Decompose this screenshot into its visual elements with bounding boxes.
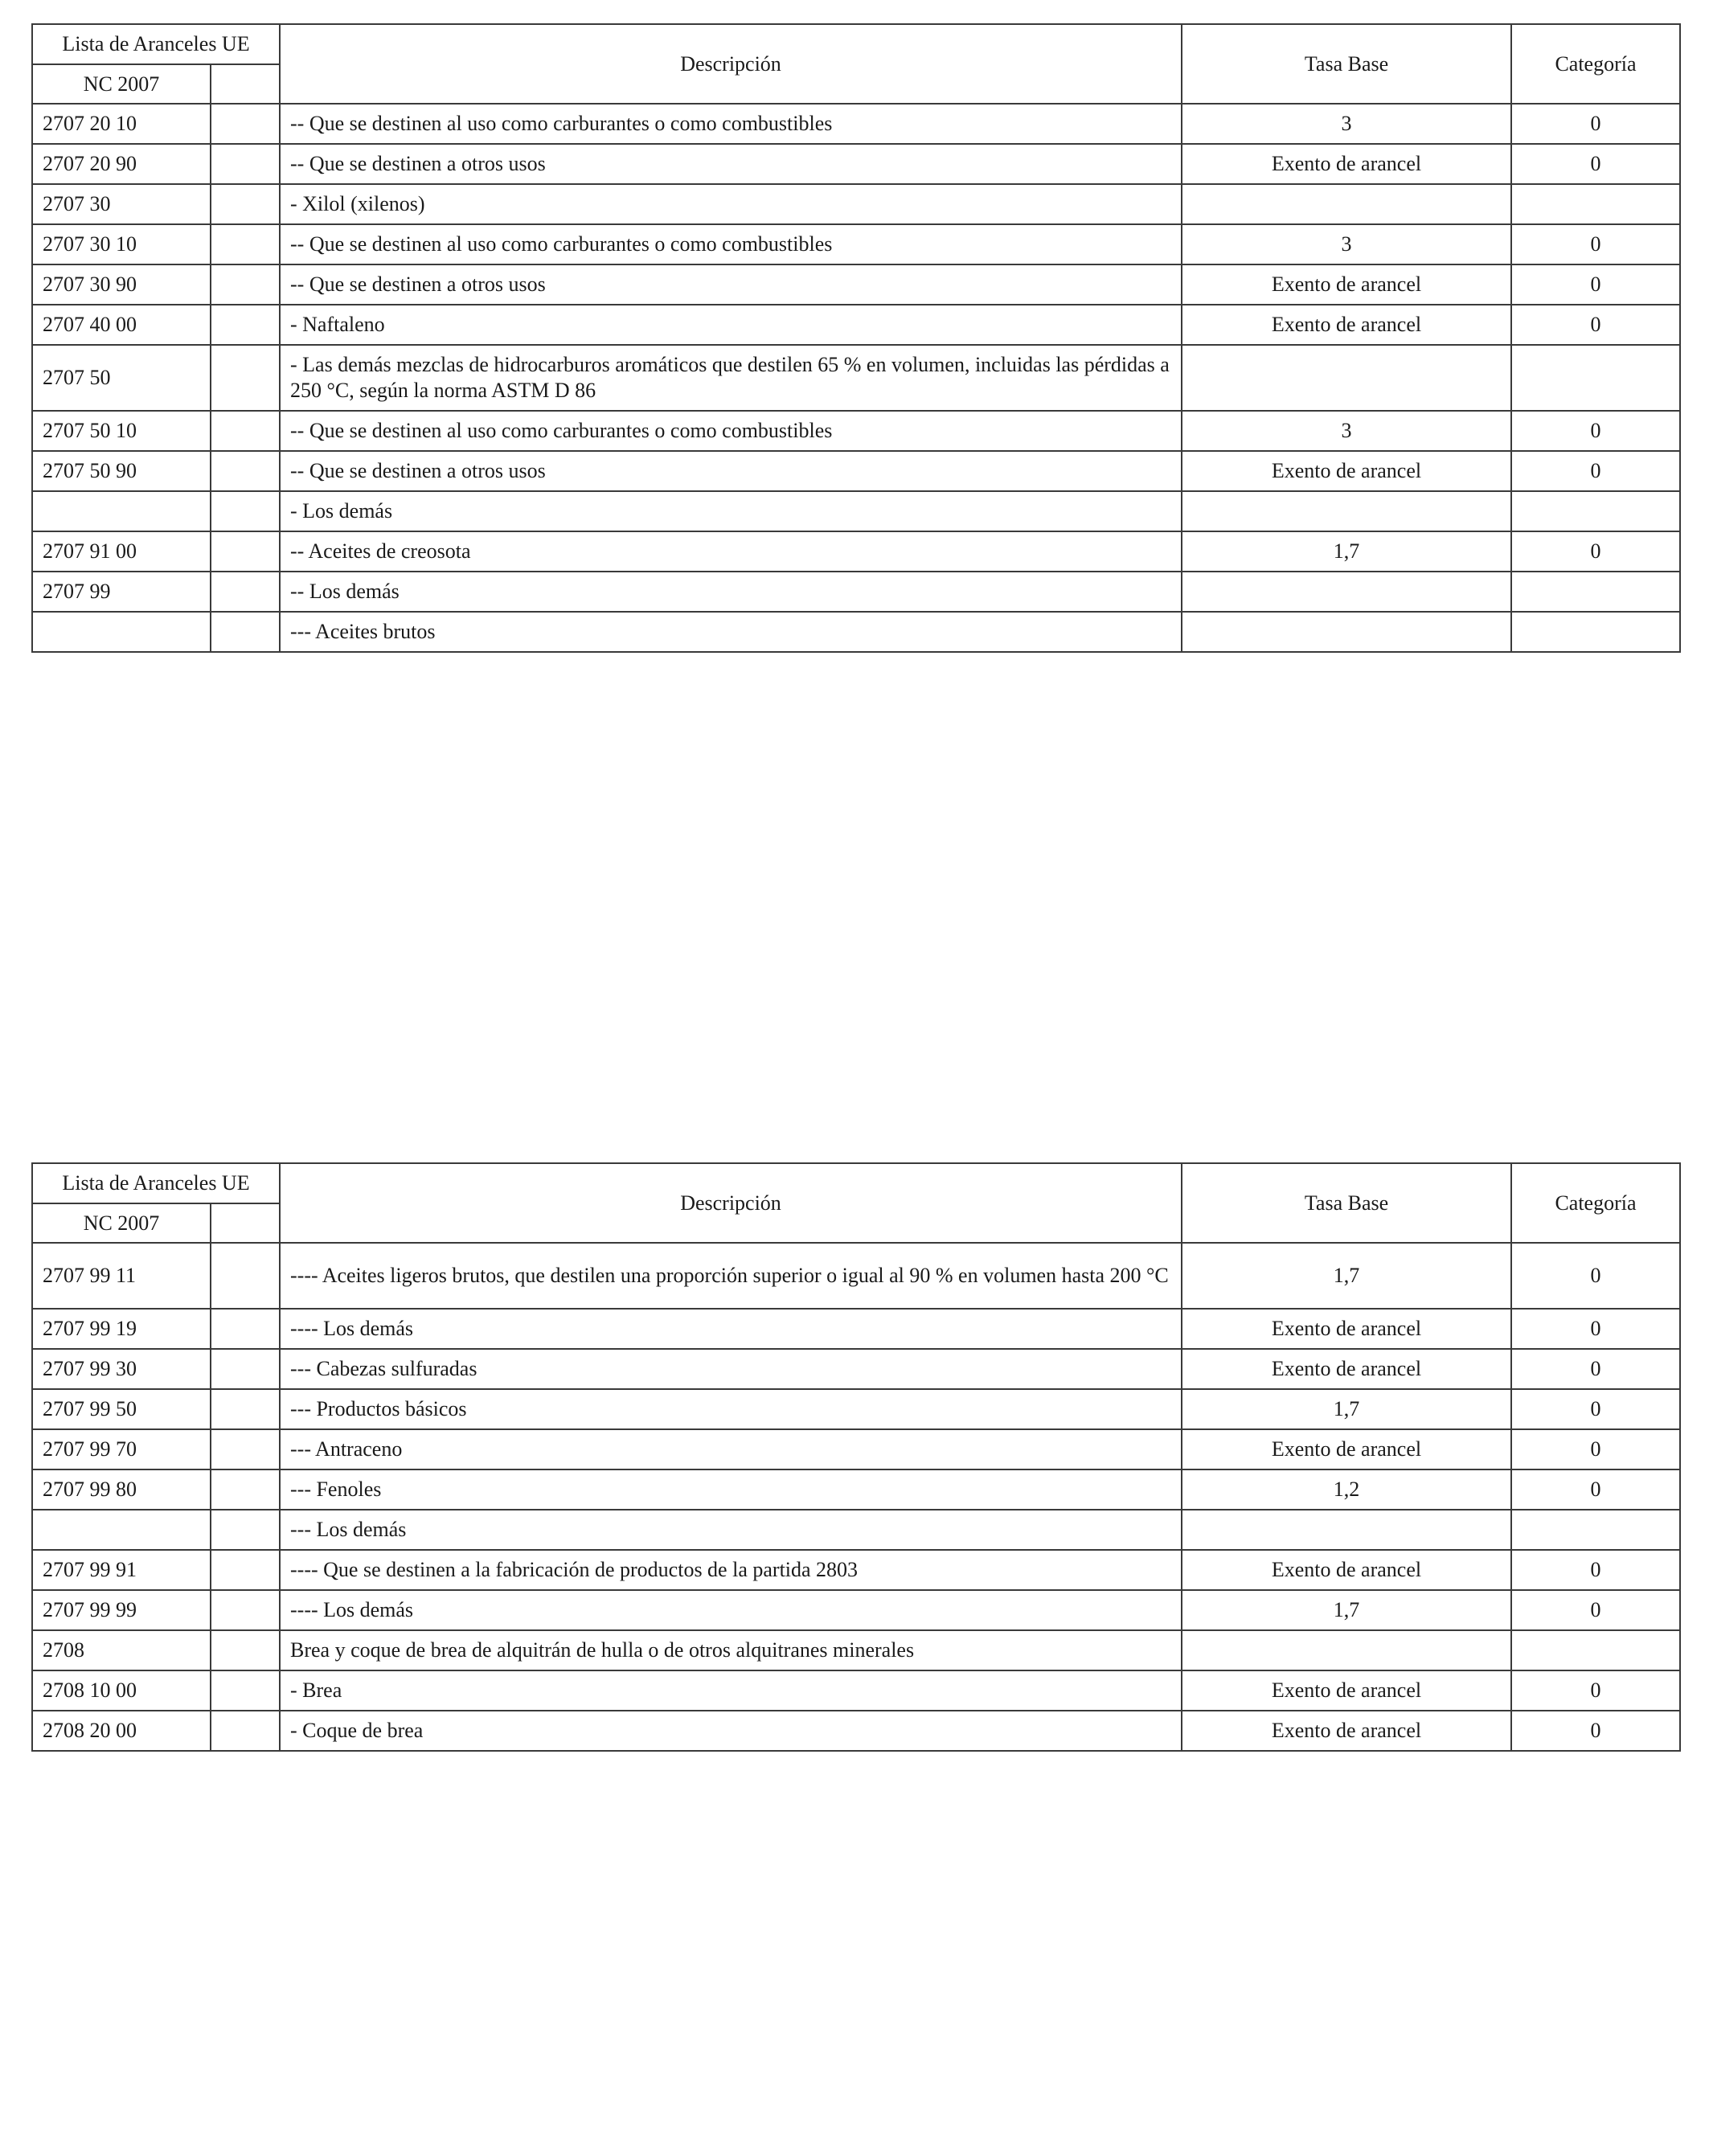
category-header: Categoría xyxy=(1511,1163,1680,1243)
table-row xyxy=(32,104,1680,144)
base-rate: Exento de arancel xyxy=(1182,1670,1511,1711)
category: 0 xyxy=(1511,1309,1680,1349)
nc-header: NC 2007 xyxy=(32,64,211,104)
nc-code: 2707 40 00 xyxy=(32,305,211,345)
description-header: Descripción xyxy=(280,24,1182,104)
blank-cell xyxy=(211,1510,280,1550)
table-row xyxy=(32,144,1680,184)
blank-cell xyxy=(211,144,280,184)
nc-code xyxy=(32,1510,211,1550)
category xyxy=(1511,1510,1680,1550)
nc-code: 2707 99 xyxy=(32,572,211,612)
table-row xyxy=(32,1429,1680,1469)
table-header-row xyxy=(32,1163,1680,1203)
table-row xyxy=(32,612,1680,652)
table-header-row xyxy=(32,24,1680,64)
nc-code: 2707 30 90 xyxy=(32,264,211,305)
table-row xyxy=(32,305,1680,345)
category: 0 xyxy=(1511,104,1680,144)
category: 0 xyxy=(1511,531,1680,572)
base-rate-header: Tasa Base xyxy=(1182,24,1511,104)
description: ---- Que se destinen a la fabricación de productos de la partida 2803 xyxy=(280,1550,1182,1590)
nc-code: 2707 99 70 xyxy=(32,1429,211,1469)
table-row xyxy=(32,411,1680,451)
table-row xyxy=(32,1630,1680,1670)
category: 0 xyxy=(1511,1590,1680,1630)
nc-code: 2707 30 10 xyxy=(32,224,211,264)
table-row xyxy=(32,345,1680,411)
nc-code: 2708 xyxy=(32,1630,211,1670)
description: ---- Aceites ligeros brutos, que destilen una proporción superior o igual al 90 % en volumen hasta 200 °C xyxy=(280,1243,1182,1309)
category: 0 xyxy=(1511,144,1680,184)
table-row xyxy=(32,224,1680,264)
blank-cell xyxy=(211,1243,280,1309)
blank-cell xyxy=(211,1590,280,1630)
base-rate: Exento de arancel xyxy=(1182,1429,1511,1469)
base-rate xyxy=(1182,1510,1511,1550)
description: -- Que se destinen al uso como carburantes o como combustibles xyxy=(280,411,1182,451)
list-header: Lista de Aranceles UE xyxy=(32,1163,280,1203)
description: --- Aceites brutos xyxy=(280,612,1182,652)
base-rate: 3 xyxy=(1182,411,1511,451)
description: --- Fenoles xyxy=(280,1469,1182,1510)
base-rate: Exento de arancel xyxy=(1182,305,1511,345)
description: -- Que se destinen a otros usos xyxy=(280,264,1182,305)
table-row xyxy=(32,451,1680,491)
base-rate: 1,2 xyxy=(1182,1469,1511,1510)
blank-cell xyxy=(211,572,280,612)
description: - Xilol (xilenos) xyxy=(280,184,1182,224)
blank-cell xyxy=(211,104,280,144)
nc-header: NC 2007 xyxy=(32,1203,211,1243)
blank-cell xyxy=(211,1469,280,1510)
base-rate: Exento de arancel xyxy=(1182,144,1511,184)
blank-cell xyxy=(211,612,280,652)
blank-cell xyxy=(211,1389,280,1429)
tariff-table-1 xyxy=(31,23,1681,653)
base-rate xyxy=(1182,184,1511,224)
description: -- Aceites de creosota xyxy=(280,531,1182,572)
category: 0 xyxy=(1511,1469,1680,1510)
description: --- Antraceno xyxy=(280,1429,1182,1469)
blank-cell xyxy=(211,1429,280,1469)
description: ---- Los demás xyxy=(280,1590,1182,1630)
blank-cell xyxy=(211,411,280,451)
table-row xyxy=(32,264,1680,305)
category: 0 xyxy=(1511,451,1680,491)
nc-code: 2707 30 xyxy=(32,184,211,224)
category: 0 xyxy=(1511,264,1680,305)
nc-code: 2707 99 91 xyxy=(32,1550,211,1590)
base-rate: Exento de arancel xyxy=(1182,451,1511,491)
blank-cell xyxy=(211,491,280,531)
blank-cell xyxy=(211,224,280,264)
nc-code: 2708 20 00 xyxy=(32,1711,211,1751)
blank-header xyxy=(211,1203,280,1243)
category: 0 xyxy=(1511,1389,1680,1429)
table-row xyxy=(32,1510,1680,1550)
blank-cell xyxy=(211,1630,280,1670)
description: - Las demás mezclas de hidrocarburos aromáticos que destilen 65 % en volumen, incluidas las pérdidas a 250 °C, según la norma ASTM D 86 xyxy=(280,345,1182,411)
description: - Los demás xyxy=(280,491,1182,531)
nc-code xyxy=(32,491,211,531)
nc-code: 2707 50 90 xyxy=(32,451,211,491)
blank-cell xyxy=(211,1349,280,1389)
description: -- Los demás xyxy=(280,572,1182,612)
base-rate: 1,7 xyxy=(1182,531,1511,572)
nc-code: 2707 20 90 xyxy=(32,144,211,184)
blank-cell xyxy=(211,305,280,345)
category xyxy=(1511,491,1680,531)
list-header: Lista de Aranceles UE xyxy=(32,24,280,64)
base-rate: 3 xyxy=(1182,104,1511,144)
description: Brea y coque de brea de alquitrán de hulla o de otros alquitranes minerales xyxy=(280,1630,1182,1670)
base-rate: Exento de arancel xyxy=(1182,1550,1511,1590)
category: 0 xyxy=(1511,1243,1680,1309)
nc-code: 2707 99 11 xyxy=(32,1243,211,1309)
table-row xyxy=(32,1243,1680,1309)
description: - Coque de brea xyxy=(280,1711,1182,1751)
table-row xyxy=(32,1349,1680,1389)
blank-cell xyxy=(211,1670,280,1711)
description: --- Los demás xyxy=(280,1510,1182,1550)
description: -- Que se destinen a otros usos xyxy=(280,144,1182,184)
blank-cell xyxy=(211,1711,280,1751)
base-rate xyxy=(1182,1630,1511,1670)
table-row xyxy=(32,184,1680,224)
category xyxy=(1511,184,1680,224)
description: -- Que se destinen al uso como carburantes o como combustibles xyxy=(280,104,1182,144)
base-rate: Exento de arancel xyxy=(1182,264,1511,305)
base-rate xyxy=(1182,612,1511,652)
nc-code: 2707 50 xyxy=(32,345,211,411)
description: --- Productos básicos xyxy=(280,1389,1182,1429)
nc-code: 2707 99 50 xyxy=(32,1389,211,1429)
category: 0 xyxy=(1511,1429,1680,1469)
nc-code: 2707 50 10 xyxy=(32,411,211,451)
description: ---- Los demás xyxy=(280,1309,1182,1349)
base-rate: Exento de arancel xyxy=(1182,1711,1511,1751)
tariff-table-2 xyxy=(31,1162,1681,1752)
blank-cell xyxy=(211,451,280,491)
nc-code: 2707 99 19 xyxy=(32,1309,211,1349)
category xyxy=(1511,345,1680,411)
description: - Naftaleno xyxy=(280,305,1182,345)
description: -- Que se destinen a otros usos xyxy=(280,451,1182,491)
blank-header xyxy=(211,64,280,104)
category: 0 xyxy=(1511,1711,1680,1751)
base-rate: 3 xyxy=(1182,224,1511,264)
base-rate: 1,7 xyxy=(1182,1590,1511,1630)
blank-cell xyxy=(211,1550,280,1590)
table-row xyxy=(32,1670,1680,1711)
category: 0 xyxy=(1511,305,1680,345)
category: 0 xyxy=(1511,411,1680,451)
blank-cell xyxy=(211,1309,280,1349)
description: --- Cabezas sulfuradas xyxy=(280,1349,1182,1389)
category xyxy=(1511,572,1680,612)
base-rate: 1,7 xyxy=(1182,1243,1511,1309)
category xyxy=(1511,612,1680,652)
base-rate: Exento de arancel xyxy=(1182,1309,1511,1349)
nc-code: 2707 99 99 xyxy=(32,1590,211,1630)
description: - Brea xyxy=(280,1670,1182,1711)
category: 0 xyxy=(1511,224,1680,264)
category-header: Categoría xyxy=(1511,24,1680,104)
category: 0 xyxy=(1511,1670,1680,1711)
nc-code: 2707 91 00 xyxy=(32,531,211,572)
nc-code xyxy=(32,612,211,652)
blank-cell xyxy=(211,184,280,224)
base-rate xyxy=(1182,491,1511,531)
base-rate: 1,7 xyxy=(1182,1389,1511,1429)
table-row xyxy=(32,531,1680,572)
base-rate: Exento de arancel xyxy=(1182,1349,1511,1389)
base-rate-header: Tasa Base xyxy=(1182,1163,1511,1243)
table-row xyxy=(32,1309,1680,1349)
category: 0 xyxy=(1511,1550,1680,1590)
table-row xyxy=(32,1389,1680,1429)
blank-cell xyxy=(211,264,280,305)
description: -- Que se destinen al uso como carburantes o como combustibles xyxy=(280,224,1182,264)
table-row xyxy=(32,572,1680,612)
table-row xyxy=(32,1711,1680,1751)
base-rate xyxy=(1182,572,1511,612)
blank-cell xyxy=(211,531,280,572)
table-row xyxy=(32,1469,1680,1510)
description-header: Descripción xyxy=(280,1163,1182,1243)
table-row xyxy=(32,1550,1680,1590)
blank-cell xyxy=(211,345,280,411)
nc-code: 2707 20 10 xyxy=(32,104,211,144)
category: 0 xyxy=(1511,1349,1680,1389)
nc-code: 2707 99 80 xyxy=(32,1469,211,1510)
nc-code: 2708 10 00 xyxy=(32,1670,211,1711)
nc-code: 2707 99 30 xyxy=(32,1349,211,1389)
table-row xyxy=(32,491,1680,531)
category xyxy=(1511,1630,1680,1670)
base-rate xyxy=(1182,345,1511,411)
table-row xyxy=(32,1590,1680,1630)
